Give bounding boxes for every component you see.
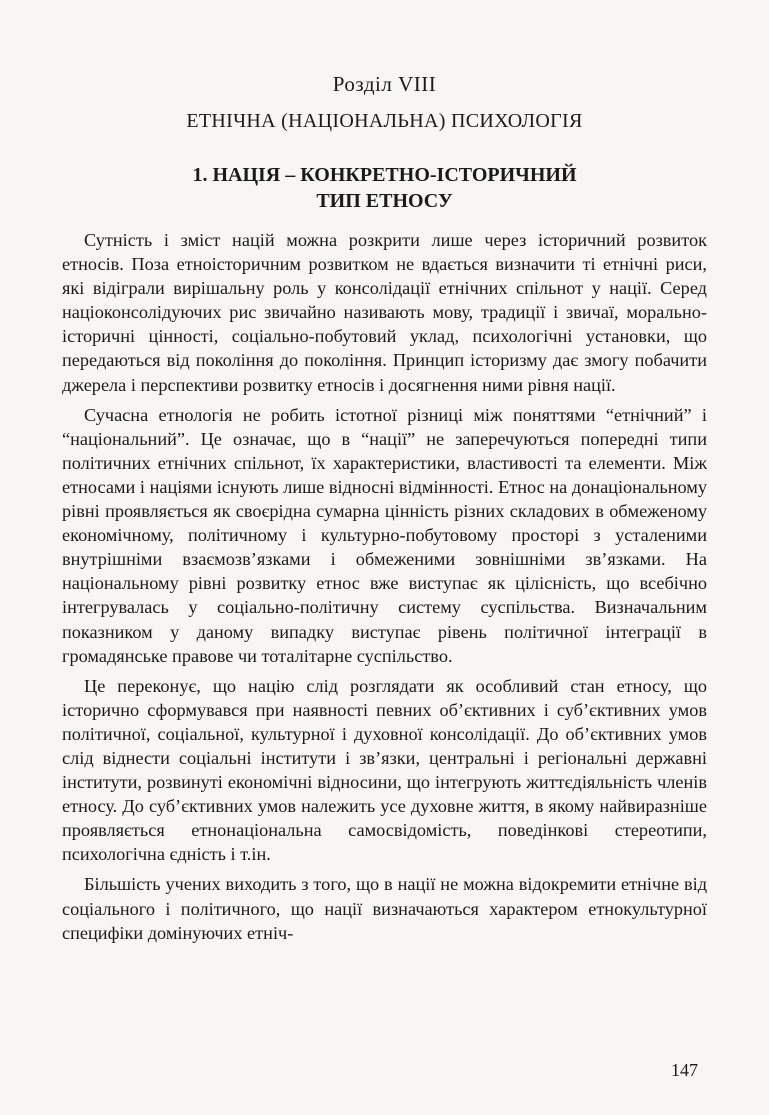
body-text <box>62 228 707 951</box>
chapter-title-line-1: 1. НАЦІЯ – КОНКРЕТНО-ІСТОРИЧНИЙ <box>192 164 577 186</box>
chapter-title-line-2: ТИП ЕТНОСУ <box>316 190 453 212</box>
paragraph: Сутність і зміст націй можна розкрити лише через історичний розвиток етносів. Поза етноісторичним розвитком не вдається визначити ті етнічні риси, які відіграли вирішальну роль у консолідації етнічних спільнот у нації. Серед націоконсолідуючих рис звичайно називають мову, традиції і звичаї, морально-історичні цінності, соціально-побутовий уклад, психологічні установки, що передаються від покоління до покоління. Принцип історизму дає змогу побачити джерела і перспективи розвитку етносів і досягнення ними рівня нації. <box>62 230 707 395</box>
chapter-title <box>0 162 769 214</box>
paragraph: Більшість учених виходить з того, що в нації не можна відокремити етнічне від соціального і політичного, що нації визначаються характером етнокультурної специфіки домінуючих етніч- <box>62 874 707 943</box>
page-number: 147 <box>671 1060 698 1080</box>
section-title: ЕТНІЧНА (НАЦІОНАЛЬНА) ПСИХОЛОГІЯ <box>186 110 583 132</box>
section-label: Розділ VIII <box>332 72 437 96</box>
paragraph: Сучасна етнологія не робить істотної різниці між поняттями “етнічний” і “національний”. Це означає, що в “нації” не заперечуються попередні типи політичних етнічних спільнот, їх характеристики, властивості та елементи. Між етносами і націями існують лише відносні відмінності. Етнос на донаціональному рівні проявляється як своєрідна сумарна цінність різних складових в обмеженому економічному, політичному і культурно-побутовому просторі з усталеними внутрішніми взаємозв’язками і обмеженими зовнішніми зв’язками. На національному рівні розвитку етнос вже виступає як цілісність, що всебічно інтегрувалась у соціально-політичну систему суспільства. Визначальним показником у даному випадку виступає рівень політичної інтеграції в громадянське правове чи тоталітарне суспільство. <box>62 404 707 666</box>
paragraph: Це переконує, що націю слід розглядати як особливий стан етносу, що історично сформувався при наявності певних об’єктивних і суб’єктивних умов політичної, соціальної, культурної і духовної консолідації. До об’єктивних умов слід віднести соціальні інститути і зв’язки, центральні і регіональні державні інститути, розвинуті економічні відносини, що інтегрують життєдіяльність членів етносу. До суб’єктивних умов належить усе духовне життя, в якому найвиразніше проявляється етнонаціональна самосвідомість, поведінкові стереотипи, психологічна єдність і т.ін. <box>62 675 707 865</box>
